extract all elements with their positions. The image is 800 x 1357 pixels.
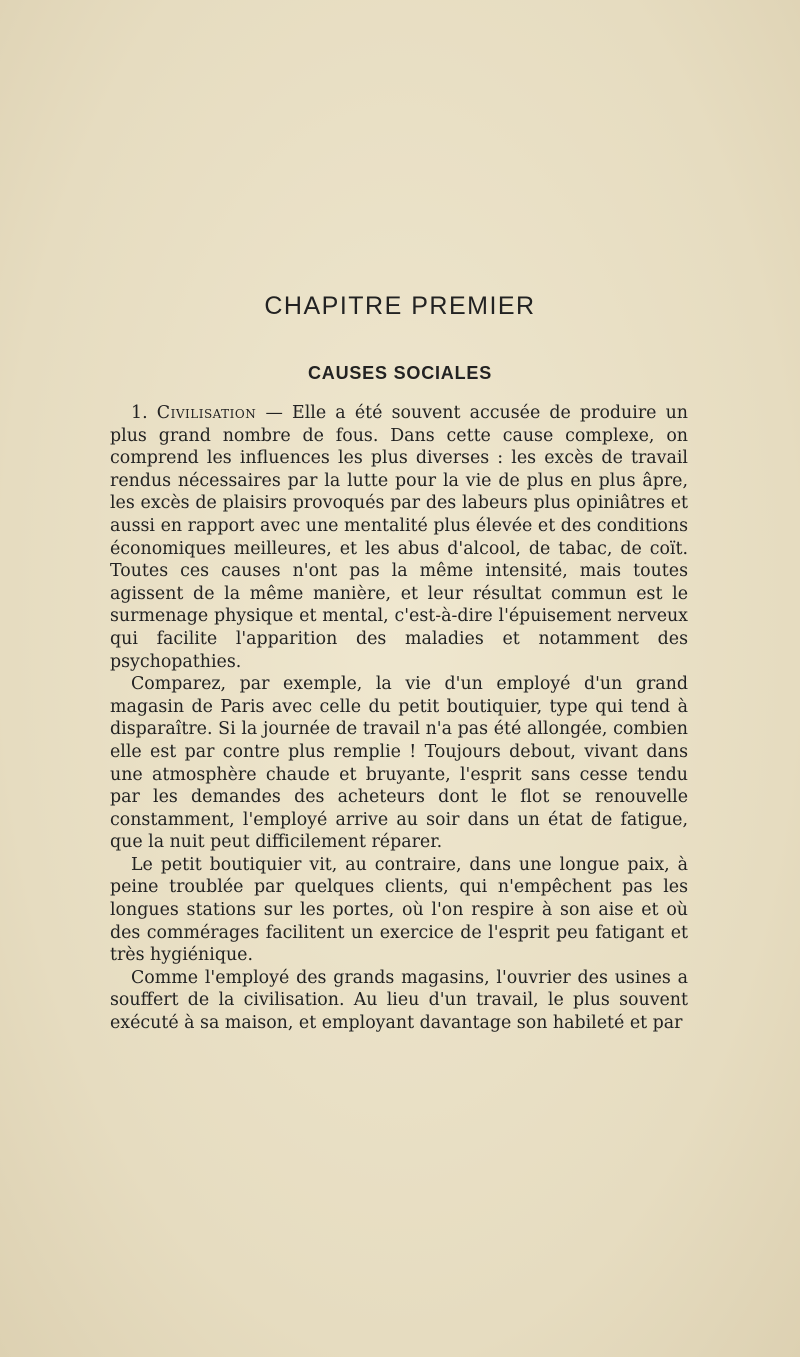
- paragraph-3: Le petit boutiquier vit, au contraire, dans une longue paix, à peine troublée par quelques clients, qui n'empêchent pas les longues stations sur les portes, où l'on respire à son aise et où des commérages facilitent un exercice de l'esprit peu fatigant et très hygiénique.: [110, 854, 688, 966]
- body-text: [110, 402, 688, 1035]
- chapter-title: CHAPITRE PREMIER: [264, 292, 536, 320]
- paragraph-text: — Elle a été souvent accusée de produire un plus grand nombre de fous. Dans cette cause complexe, on comprend les influences les plus diverses : les excès de travail rendus nécessaires par la lutte pour la vie de plus en plus âpre, les excès de plaisirs provoqués par des labeurs plus opiniâtres et aussi en rapport avec une mentalité plus élevée et des conditions économiques meilleures, et les abus d'alcool, de tabac, de coït. Toutes ces causes n'ont pas la même intensité, mais toutes agissent de la même manière, et leur résultat commun est le surmenage physique et mental, c'est-à-dire l'épuisement nerveux qui facilite l'apparition des maladies et notamment des psychopathies.: [110, 403, 689, 672]
- paragraph-heading: Civilisation: [156, 403, 257, 423]
- paragraph-2: Comparez, par exemple, la vie d'un employé d'un grand magasin de Paris avec celle du petit boutiquier, type qui tend à disparaître. Si la journée de travail n'a pas été allongée, combien elle est par contre plus remplie ! Toujours debout, vivant dans une atmosphère chaude et bruyante, l'esprit sans cesse tendu par les demandes des acheteurs dont le flot se renouvelle constamment, l'employé arrive au soir dans un état de fatigue, que la nuit peut difficilement réparer.: [110, 674, 688, 853]
- paragraph-1: [110, 402, 688, 673]
- section-title: CAUSES SOCIALES: [307, 363, 493, 383]
- paragraph-4: Comme l'employé des grands magasins, l'ouvrier des usines a souffert de la civilisation. Au lieu d'un travail, le plus souvent exécuté à sa maison, et employant davantage son habileté et par: [110, 967, 688, 1034]
- paragraph-number: 1.: [131, 403, 148, 423]
